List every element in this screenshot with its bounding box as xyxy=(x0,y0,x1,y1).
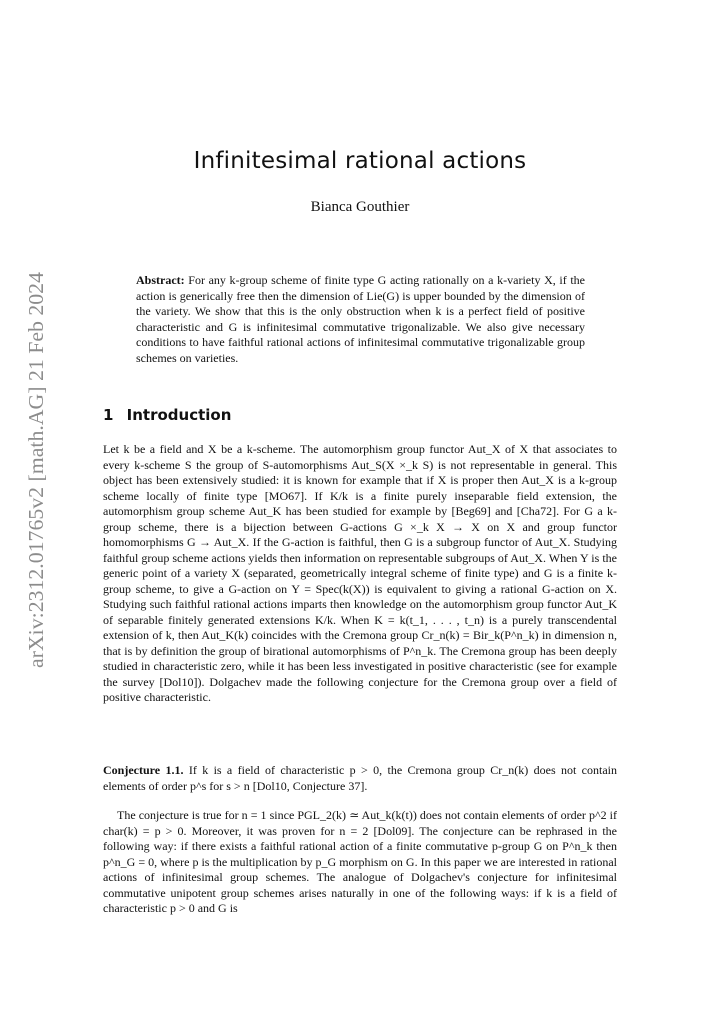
abstract-text: For any k-group scheme of finite type G acting rationally on a k-variety X, if the action is generically free then the dimension of Lie(G) is upper bounded by the dimension of the variety. We show that this is the only obstruction when k is a perfect field of positive characteristic and G is infinitesimal commutative trigonalizable. We also give necessary conditions to have faithful rational actions of infinitesimal commutative trigonalizable group schemes on varieties. xyxy=(136,273,586,365)
arxiv-id-text: arXiv:2312.01765v2 [math.AG] 21 Feb 2024 xyxy=(24,286,48,668)
conjecture-text: If k is a field of characteristic p > 0, the Cremona group Cr_n(k) does not contain elements of order p^s for s > n [Dol10, Conjecture 37]. xyxy=(103,763,618,793)
intro-paragraph-2: The conjecture is true for n = 1 since PGL_2(k) ≃ Aut_k(k(t)) does not contain elements of order p^2 if char(k) = p > 0. Moreover, it was proven for n = 2 [Dol09]. The conjecture can be rephrased in the following way: if there exists a faithful rational action of a finite commutative p-group G on P^n_k then p^n_G = 0, where p is the multiplication by p_G morphism on G. In this paper we are interested in rational actions of infinitesimal group schemes. The analogue of Dolgachev's conjecture for infinitesimal commutative unipotent group schemes arises naturally in one of the following ways: if k is a field of characteristic p > 0 and G is xyxy=(103,808,617,915)
abstract xyxy=(136,273,585,367)
section-heading xyxy=(103,406,231,424)
author-name: Bianca Gouthier xyxy=(310,199,410,215)
arxiv-identifier xyxy=(20,272,52,668)
abstract-label: Abstract: xyxy=(136,273,185,287)
conjecture-block xyxy=(103,763,617,794)
conjecture-label: Conjecture 1.1. xyxy=(103,763,184,777)
section-number: 1 xyxy=(103,406,114,424)
section-title: Introduction xyxy=(126,406,232,424)
paper-title: Infinitesimal rational actions xyxy=(193,148,527,174)
intro-paragraph-1: Let k be a field and X be a k-scheme. The automorphism group functor Aut_X of X that associates to every k-scheme S the group of S-automorphisms Aut_S(X ×_k S) is not representable in general. This object has been extensively studied: it is known for example that if X is proper then Aut_X is a k-group scheme locally of finite type [MO67]. If K/k is a finite purely inseparable field extension, the automorphism group scheme Aut_K has been studied for example by [Beg69] and [Cha72]. For G a k-group scheme, there is a bijection between G-actions G ×_k X → X on X and group functor homomorphisms G → Aut_X. If the G-action is faithful, then G is a subgroup functor of Aut_X. Studying faithful group scheme actions yields then information on representable subgroups of Aut_X. When Y is the generic point of a variety X (separated, geometrically integral scheme of finite type) and G is a finite k-group scheme, to give a G-action on Y = Spec(k(X)) is equivalent to giving a rational G-action on X. Studying such faithful rational actions imparts then knowledge on the automorphism group functor Aut_K of separable finitely generated extensions K/k. When K = k(t_1, . . . , t_n) is a purely transcendental extension of k, then Aut_K(k) coincides with the Cremona group Cr_n(k) = Bir_k(P^n_k) in dimension n, that is by definition the group of birational automorphisms of P^n_k. The Cremona group has been deeply studied in characteristic zero, while it has been less investigated in positive characteristic (see for example the survey [Dol10]). Dolgachev made the following conjecture for the Cremona group over a field of positive characteristic. xyxy=(103,442,617,704)
